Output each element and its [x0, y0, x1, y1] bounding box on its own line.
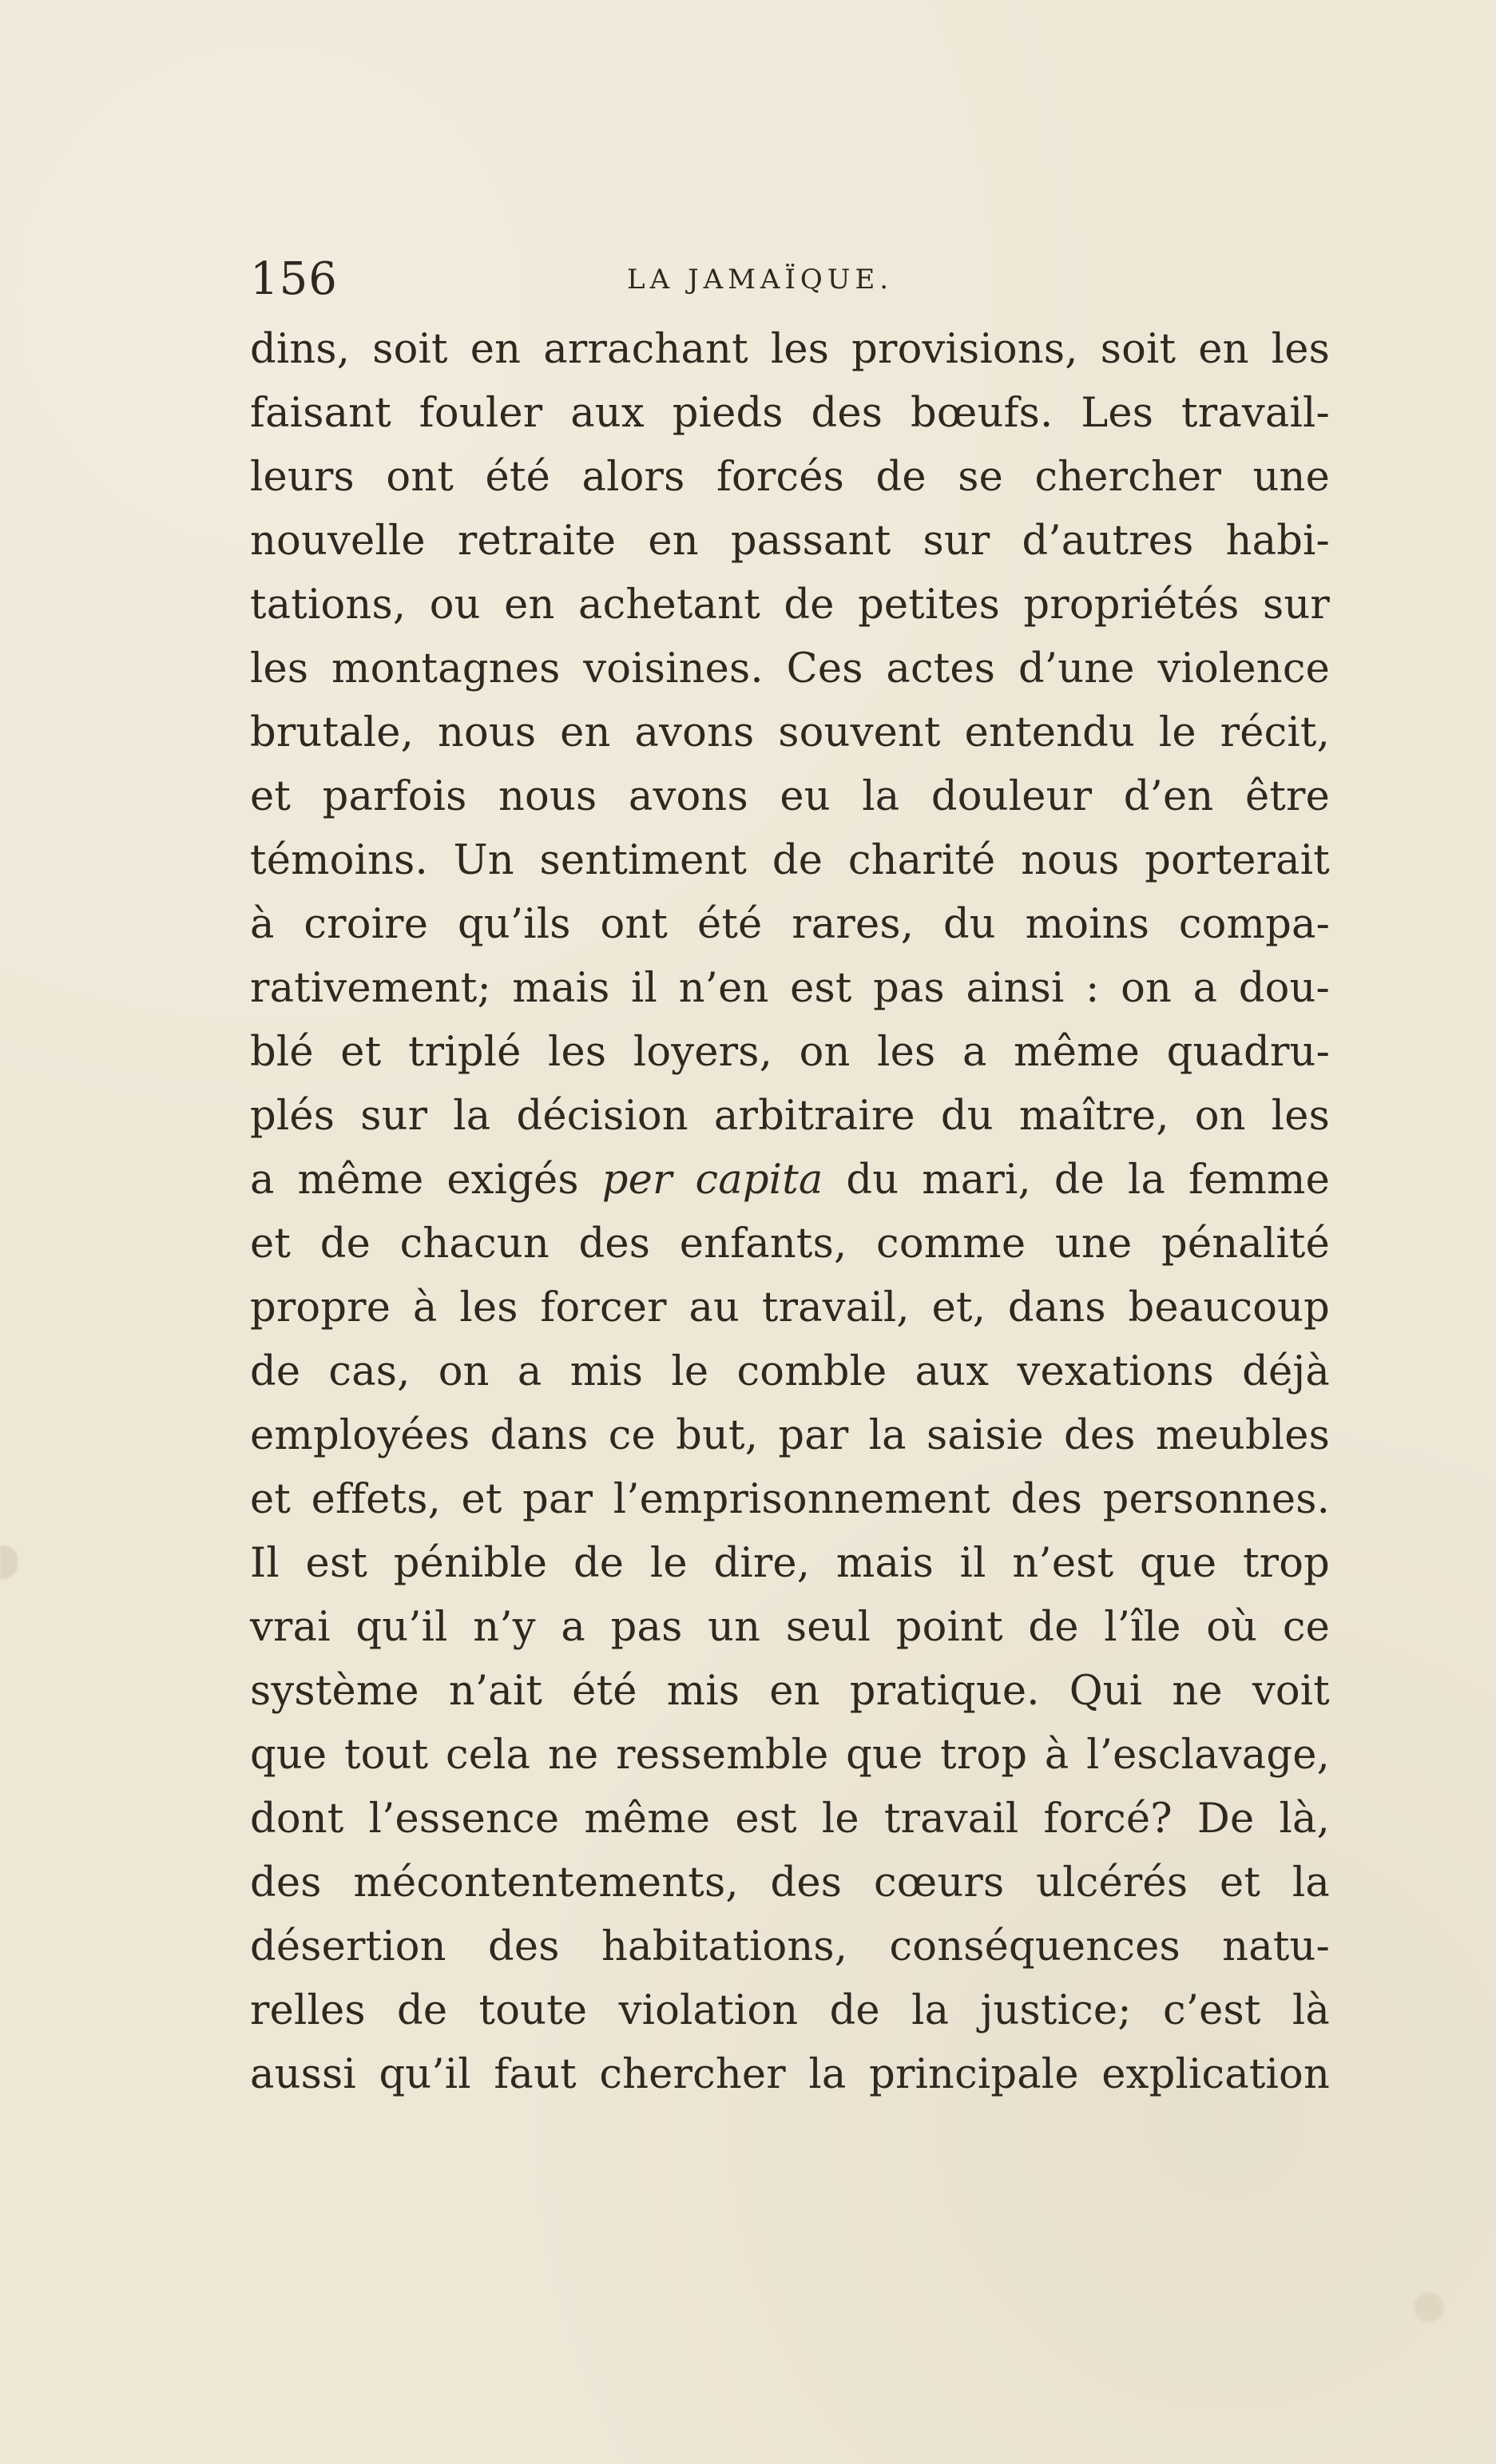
text-line: système n’ait été mis en pratique. Qui ne voit — [250, 1668, 1330, 1715]
text-line: plés sur la décision arbitraire du maître, on les — [250, 1093, 1330, 1140]
text-line: désertion des habitations, conséquences natu- — [250, 1923, 1330, 1970]
text-line: leurs ont été alors forcés de se chercher une — [250, 454, 1330, 501]
text-line: propre à les forcer au travail, et, dans beaucoup — [250, 1284, 1330, 1331]
text-line: de cas, on a mis le comble aux vexations déjà — [250, 1348, 1330, 1395]
line-segment: du mari, de la femme — [823, 1157, 1330, 1204]
line-segment: a même exigés — [250, 1157, 602, 1204]
text-line: à croire qu’ils ont été rares, du moins compa- — [250, 901, 1330, 948]
body-text — [250, 318, 1330, 2127]
text-line: les montagnes voisines. Ces actes d’une violence — [250, 645, 1330, 692]
text-line: dins, soit en arrachant les provisions, soit en les — [250, 326, 1330, 373]
text-line: blé et triplé les loyers, on les a même quadru- — [250, 1029, 1330, 1076]
text-line-with-italic — [250, 1149, 1330, 1212]
italic-latin-term: per capita — [601, 1157, 823, 1204]
text-line: des mécontentements, des cœurs ulcérés et la — [250, 1859, 1330, 1907]
text-line: nouvelle retraite en passant sur d’autres habi- — [250, 518, 1330, 565]
page-header — [250, 252, 1352, 308]
text-line: aussi qu’il faut chercher la principale explication — [250, 2051, 1330, 2098]
text-line: que tout cela ne ressemble que trop à l’esclavage, — [250, 1732, 1330, 1779]
text-line: et de chacun des enfants, comme une pénalité — [250, 1220, 1330, 1268]
text-line: vrai qu’il n’y a pas un seul point de l’île où ce — [250, 1604, 1330, 1651]
paper-edge-stain — [0, 1545, 18, 1579]
text-line: témoins. Un sentiment de charité nous porterait — [250, 837, 1330, 884]
text-line: Il est pénible de le dire, mais il n’est que trop — [250, 1540, 1330, 1587]
text-line: et parfois nous avons eu la douleur d’en être — [250, 773, 1330, 820]
text-line: employées dans ce but, par la saisie des meubles — [250, 1412, 1330, 1459]
text-line: rativement; mais il n’en est pas ainsi : on a dou- — [250, 965, 1330, 1012]
text-line: faisant fouler aux pieds des bœufs. Les travail- — [250, 390, 1330, 437]
paper-smudge — [1414, 2292, 1444, 2323]
text-line: relles de toute violation de la justice; c’est là — [250, 1987, 1330, 2034]
text-line: dont l’essence même est le travail forcé? De là, — [250, 1795, 1330, 1843]
text-line: brutale, nous en avons souvent entendu le récit, — [250, 709, 1330, 756]
running-title: LA JAMAÏQUE. — [627, 264, 894, 296]
text-line: et effets, et par l’emprisonnement des personnes. — [250, 1476, 1330, 1523]
page-number: 156 — [250, 253, 338, 305]
text-line: tations, ou en achetant de petites propriétés sur — [250, 581, 1330, 629]
